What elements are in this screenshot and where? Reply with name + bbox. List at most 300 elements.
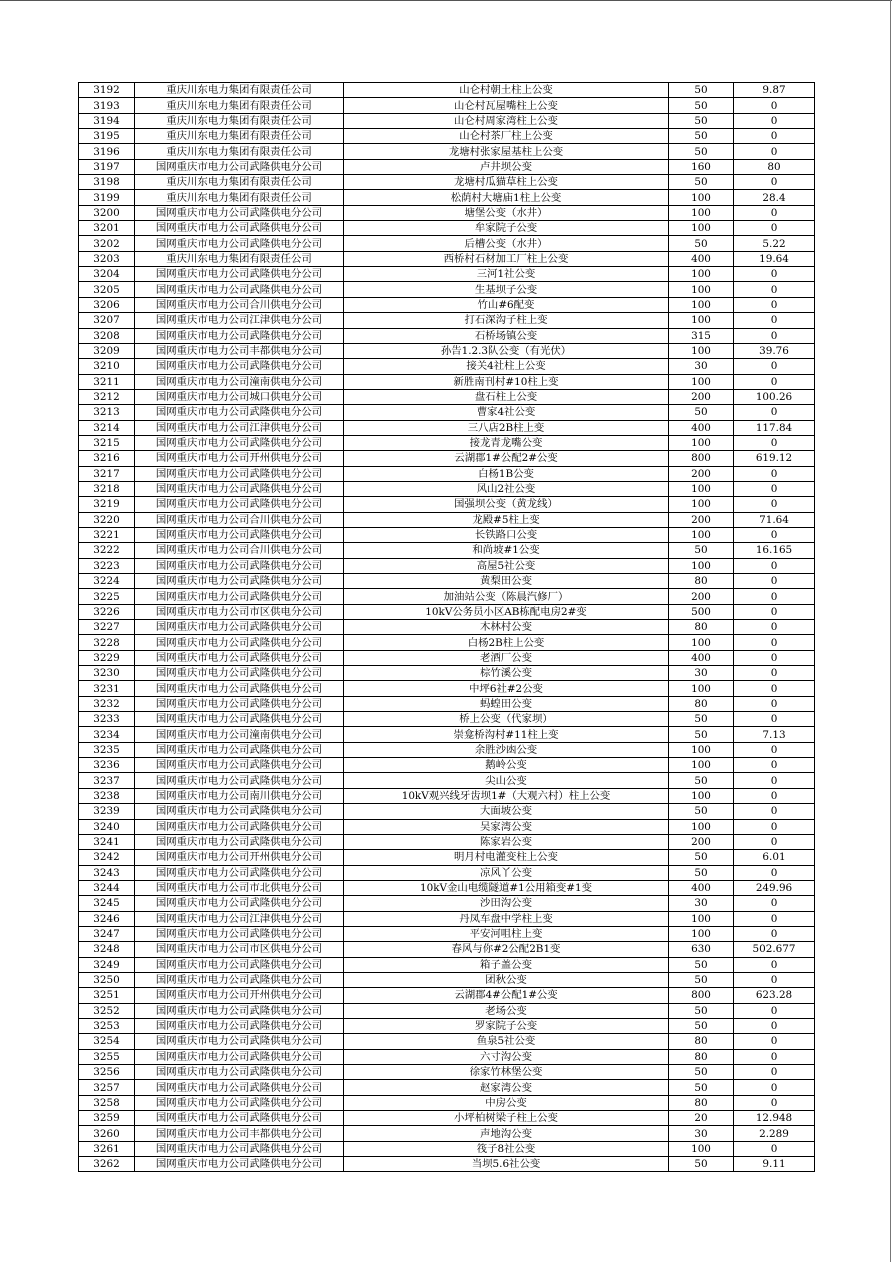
transformer-name-cell: 龙塘村张家屋基柱上公变 [344, 144, 669, 159]
table-row [79, 251, 815, 266]
capacity-cell: 200 [669, 589, 734, 604]
row-number-cell: 3233 [79, 712, 135, 727]
table-row [79, 972, 815, 987]
company-cell: 国网重庆市电力公司武隆供电分公司 [135, 1003, 344, 1018]
open-capacity-cell: 0 [734, 1018, 815, 1033]
table-row [79, 896, 815, 911]
open-capacity-cell: 0 [734, 1095, 815, 1110]
company-cell: 国网重庆市电力公司武隆供电分公司 [135, 1018, 344, 1033]
open-capacity-cell: 0 [734, 497, 815, 512]
transformer-name-cell: 松荫村大塘庙1柱上公变 [344, 190, 669, 205]
company-cell: 国网重庆市电力公司武隆供电分公司 [135, 681, 344, 696]
row-number-cell: 3201 [79, 221, 135, 236]
company-cell: 重庆川东电力集团有限责任公司 [135, 190, 344, 205]
capacity-cell: 100 [669, 313, 734, 328]
row-number-cell: 3216 [79, 451, 135, 466]
open-capacity-cell: 16.165 [734, 543, 815, 558]
table-row [79, 98, 815, 113]
company-cell: 国网重庆市电力公司武隆供电分公司 [135, 742, 344, 757]
transformer-name-cell: 10kV公务员小区AB栋配电房2#变 [344, 604, 669, 619]
company-cell: 重庆川东电力集团有限责任公司 [135, 113, 344, 128]
open-capacity-cell: 6.01 [734, 850, 815, 865]
transformer-name-cell: 牟家院子公变 [344, 221, 669, 236]
row-number-cell: 3254 [79, 1034, 135, 1049]
table-row [79, 497, 815, 512]
table-row [79, 1049, 815, 1064]
open-capacity-cell: 502.677 [734, 942, 815, 957]
transformer-name-cell: 孙告1.2.3队公变（有光伏） [344, 343, 669, 358]
company-cell: 国网重庆市电力公司武隆供电分公司 [135, 267, 344, 282]
row-number-cell: 3246 [79, 911, 135, 926]
company-cell: 国网重庆市电力公司武隆供电分公司 [135, 589, 344, 604]
open-capacity-cell: 19.64 [734, 251, 815, 266]
capacity-cell: 50 [669, 804, 734, 819]
open-capacity-cell: 0 [734, 896, 815, 911]
capacity-cell: 20 [669, 1111, 734, 1126]
company-cell: 国网重庆市电力公司武隆供电分公司 [135, 1157, 344, 1172]
transformer-name-cell: 当坝5.6社公变 [344, 1157, 669, 1172]
capacity-cell: 100 [669, 297, 734, 312]
transformer-name-cell: 老场公变 [344, 1003, 669, 1018]
row-number-cell: 3229 [79, 650, 135, 665]
table-row [79, 83, 815, 98]
open-capacity-cell: 0 [734, 144, 815, 159]
company-cell: 国网重庆市电力公司城口供电分公司 [135, 389, 344, 404]
row-number-cell: 3228 [79, 635, 135, 650]
company-cell: 国网重庆市电力公司武隆供电分公司 [135, 1111, 344, 1126]
capacity-cell: 30 [669, 1126, 734, 1141]
capacity-cell: 50 [669, 1018, 734, 1033]
capacity-cell: 50 [669, 712, 734, 727]
row-number-cell: 3205 [79, 282, 135, 297]
capacity-cell: 100 [669, 758, 734, 773]
open-capacity-cell: 39.76 [734, 343, 815, 358]
table-row [79, 420, 815, 435]
transformer-name-cell: 云湖郡1#公配2#公变 [344, 451, 669, 466]
transformer-name-cell: 小坪柏树梁子柱上公变 [344, 1111, 669, 1126]
row-number-cell: 3245 [79, 896, 135, 911]
row-number-cell: 3208 [79, 328, 135, 343]
table-row [79, 113, 815, 128]
open-capacity-cell: 0 [734, 957, 815, 972]
capacity-cell: 50 [669, 1157, 734, 1172]
company-cell: 国网重庆市电力公司合川供电分公司 [135, 543, 344, 558]
company-cell: 重庆川东电力集团有限责任公司 [135, 144, 344, 159]
open-capacity-cell: 0 [734, 972, 815, 987]
transformer-name-cell: 罗家院子公变 [344, 1018, 669, 1033]
capacity-cell: 200 [669, 512, 734, 527]
row-number-cell: 3231 [79, 681, 135, 696]
row-number-cell: 3212 [79, 389, 135, 404]
open-capacity-cell: 0 [734, 911, 815, 926]
transformer-name-cell: 石桥场镇公变 [344, 328, 669, 343]
table-row [79, 880, 815, 895]
row-number-cell: 3260 [79, 1126, 135, 1141]
row-number-cell: 3220 [79, 512, 135, 527]
table-row [79, 543, 815, 558]
capacity-cell: 400 [669, 650, 734, 665]
open-capacity-cell: 0 [734, 129, 815, 144]
transformer-name-cell: 棕竹溪公变 [344, 666, 669, 681]
open-capacity-cell: 5.22 [734, 236, 815, 251]
open-capacity-cell: 0 [734, 359, 815, 374]
row-number-cell: 3194 [79, 113, 135, 128]
table-row [79, 865, 815, 880]
capacity-cell: 100 [669, 911, 734, 926]
capacity-cell: 160 [669, 159, 734, 174]
company-cell: 国网重庆市电力公司武隆供电分公司 [135, 696, 344, 711]
transformer-name-cell: 和尚坡#1公变 [344, 543, 669, 558]
company-cell: 国网重庆市电力公司武隆供电分公司 [135, 558, 344, 573]
company-cell: 重庆川东电力集团有限责任公司 [135, 129, 344, 144]
open-capacity-cell: 0 [734, 758, 815, 773]
row-number-cell: 3256 [79, 1065, 135, 1080]
transformer-name-cell: 接关4社柱上公变 [344, 359, 669, 374]
transformer-name-cell: 山仑村朝土柱上公变 [344, 83, 669, 98]
row-number-cell: 3204 [79, 267, 135, 282]
open-capacity-cell: 0 [734, 620, 815, 635]
open-capacity-cell: 0 [734, 681, 815, 696]
transformer-name-cell: 平安河咀柱上变 [344, 926, 669, 941]
transformer-name-cell: 木林村公变 [344, 620, 669, 635]
table-row [79, 635, 815, 650]
row-number-cell: 3244 [79, 880, 135, 895]
capacity-cell: 100 [669, 527, 734, 542]
row-number-cell: 3232 [79, 696, 135, 711]
table-row [79, 666, 815, 681]
capacity-cell: 100 [669, 742, 734, 757]
row-number-cell: 3209 [79, 343, 135, 358]
company-cell: 国网重庆市电力公司合川供电分公司 [135, 297, 344, 312]
company-cell: 国网重庆市电力公司武隆供电分公司 [135, 236, 344, 251]
row-number-cell: 3221 [79, 527, 135, 542]
company-cell: 国网重庆市电力公司武隆供电分公司 [135, 466, 344, 481]
transformer-name-cell: 丹凤车盘中学柱上变 [344, 911, 669, 926]
transformer-name-cell: 中房公变 [344, 1095, 669, 1110]
table-row [79, 681, 815, 696]
company-cell: 国网重庆市电力公司武隆供电分公司 [135, 574, 344, 589]
capacity-cell: 200 [669, 466, 734, 481]
open-capacity-cell: 0 [734, 666, 815, 681]
open-capacity-cell: 0 [734, 221, 815, 236]
open-capacity-cell: 0 [734, 175, 815, 190]
page-right-border [890, 0, 891, 1262]
table-row [79, 788, 815, 803]
table-row [79, 405, 815, 420]
table-row [79, 221, 815, 236]
open-capacity-cell: 0 [734, 742, 815, 757]
transformer-name-cell: 吴家湾公变 [344, 819, 669, 834]
company-cell: 国网重庆市电力公司武隆供电分公司 [135, 712, 344, 727]
company-cell: 国网重庆市电力公司潼南供电分公司 [135, 727, 344, 742]
table-row [79, 389, 815, 404]
table-row [79, 1034, 815, 1049]
row-number-cell: 3214 [79, 420, 135, 435]
transformer-name-cell: 长铁路口公变 [344, 527, 669, 542]
company-cell: 国网重庆市电力公司武隆供电分公司 [135, 758, 344, 773]
row-number-cell: 3203 [79, 251, 135, 266]
transformer-name-cell: 10kV金山电缆隧道#1公用箱变#1变 [344, 880, 669, 895]
table-row [79, 267, 815, 282]
capacity-cell: 100 [669, 481, 734, 496]
transformer-name-cell: 大面坡公变 [344, 804, 669, 819]
capacity-cell: 200 [669, 834, 734, 849]
row-number-cell: 3242 [79, 850, 135, 865]
row-number-cell: 3225 [79, 589, 135, 604]
company-cell: 重庆川东电力集团有限责任公司 [135, 98, 344, 113]
table-row [79, 175, 815, 190]
transformer-name-cell: 中坪6社#2公变 [344, 681, 669, 696]
open-capacity-cell: 0 [734, 773, 815, 788]
company-cell: 国网重庆市电力公司市北供电分公司 [135, 880, 344, 895]
transformer-name-cell: 生基坝子公变 [344, 282, 669, 297]
transformer-name-cell: 白杨1B公变 [344, 466, 669, 481]
open-capacity-cell: 0 [734, 481, 815, 496]
table-row [79, 742, 815, 757]
transformer-name-cell: 新胜南刊村#10柱上变 [344, 374, 669, 389]
company-cell: 国网重庆市电力公司武隆供电分公司 [135, 957, 344, 972]
row-number-cell: 3202 [79, 236, 135, 251]
table-row [79, 282, 815, 297]
capacity-cell: 50 [669, 543, 734, 558]
row-number-cell: 3210 [79, 359, 135, 374]
open-capacity-cell: 0 [734, 650, 815, 665]
transformer-name-cell: 桥上公变（代家坝） [344, 712, 669, 727]
capacity-cell: 100 [669, 788, 734, 803]
table-row [79, 190, 815, 205]
row-number-cell: 3223 [79, 558, 135, 573]
transformer-capacity-table [78, 82, 815, 1172]
table-row [79, 574, 815, 589]
table-row [79, 1157, 815, 1172]
capacity-cell: 100 [669, 343, 734, 358]
capacity-cell: 50 [669, 1003, 734, 1018]
open-capacity-cell: 0 [734, 1080, 815, 1095]
company-cell: 国网重庆市电力公司开州供电分公司 [135, 988, 344, 1003]
open-capacity-cell: 0 [734, 558, 815, 573]
table-row [79, 297, 815, 312]
capacity-cell: 800 [669, 988, 734, 1003]
open-capacity-cell: 0 [734, 267, 815, 282]
capacity-cell: 80 [669, 620, 734, 635]
transformer-name-cell: 塘堡公变（水井） [344, 205, 669, 220]
open-capacity-cell: 0 [734, 804, 815, 819]
capacity-cell: 100 [669, 282, 734, 297]
transformer-name-cell: 团秋公变 [344, 972, 669, 987]
transformer-name-cell: 后槽公变（水井） [344, 236, 669, 251]
transformer-name-cell: 鹅岭公变 [344, 758, 669, 773]
company-cell: 国网重庆市电力公司武隆供电分公司 [135, 865, 344, 880]
capacity-cell: 50 [669, 727, 734, 742]
company-cell: 国网重庆市电力公司武隆供电分公司 [135, 1034, 344, 1049]
open-capacity-cell: 0 [734, 466, 815, 481]
transformer-name-cell: 竹山#6配变 [344, 297, 669, 312]
row-number-cell: 3215 [79, 435, 135, 450]
company-cell: 国网重庆市电力公司武隆供电分公司 [135, 527, 344, 542]
table-row [79, 650, 815, 665]
table-row [79, 1018, 815, 1033]
open-capacity-cell: 0 [734, 926, 815, 941]
capacity-cell: 50 [669, 972, 734, 987]
open-capacity-cell: 80 [734, 159, 815, 174]
row-number-cell: 3255 [79, 1049, 135, 1064]
row-number-cell: 3247 [79, 926, 135, 941]
transformer-name-cell: 加油站公变（陈晨汽修厂） [344, 589, 669, 604]
company-cell: 国网重庆市电力公司武隆供电分公司 [135, 650, 344, 665]
row-number-cell: 3259 [79, 1111, 135, 1126]
capacity-cell: 400 [669, 420, 734, 435]
capacity-cell: 50 [669, 850, 734, 865]
table-row [79, 466, 815, 481]
table-row [79, 1141, 815, 1156]
company-cell: 国网重庆市电力公司潼南供电分公司 [135, 374, 344, 389]
table-row [79, 481, 815, 496]
table-row [79, 359, 815, 374]
transformer-name-cell: 10kV观兴线牙齿坝1#（大观六村）柱上公变 [344, 788, 669, 803]
row-number-cell: 3226 [79, 604, 135, 619]
transformer-name-cell: 筏子8社公变 [344, 1141, 669, 1156]
capacity-cell: 100 [669, 374, 734, 389]
company-cell: 国网重庆市电力公司武隆供电分公司 [135, 666, 344, 681]
open-capacity-cell: 0 [734, 1034, 815, 1049]
capacity-cell: 50 [669, 1065, 734, 1080]
transformer-name-cell: 鱼泉5社公变 [344, 1034, 669, 1049]
transformer-name-cell: 尖山公变 [344, 773, 669, 788]
capacity-cell: 100 [669, 819, 734, 834]
capacity-cell: 800 [669, 451, 734, 466]
company-cell: 重庆川东电力集团有限责任公司 [135, 83, 344, 98]
capacity-cell: 100 [669, 205, 734, 220]
capacity-cell: 50 [669, 236, 734, 251]
row-number-cell: 3258 [79, 1095, 135, 1110]
transformer-name-cell: 风山2社公变 [344, 481, 669, 496]
company-cell: 国网重庆市电力公司武隆供电分公司 [135, 1080, 344, 1095]
row-number-cell: 3251 [79, 988, 135, 1003]
capacity-cell: 100 [669, 267, 734, 282]
company-cell: 国网重庆市电力公司武隆供电分公司 [135, 1065, 344, 1080]
row-number-cell: 3217 [79, 466, 135, 481]
capacity-cell: 100 [669, 190, 734, 205]
table-row [79, 129, 815, 144]
capacity-cell: 50 [669, 1080, 734, 1095]
row-number-cell: 3240 [79, 819, 135, 834]
capacity-cell: 50 [669, 83, 734, 98]
table-row [79, 512, 815, 527]
open-capacity-cell: 0 [734, 297, 815, 312]
capacity-cell: 400 [669, 251, 734, 266]
capacity-cell: 30 [669, 666, 734, 681]
table-row [79, 957, 815, 972]
capacity-cell: 30 [669, 359, 734, 374]
table-row [79, 696, 815, 711]
company-cell: 国网重庆市电力公司江津供电分公司 [135, 911, 344, 926]
open-capacity-cell: 0 [734, 205, 815, 220]
open-capacity-cell: 0 [734, 696, 815, 711]
table-row [79, 773, 815, 788]
company-cell: 重庆川东电力集团有限责任公司 [135, 251, 344, 266]
row-number-cell: 3211 [79, 374, 135, 389]
company-cell: 国网重庆市电力公司武隆供电分公司 [135, 773, 344, 788]
table-row [79, 988, 815, 1003]
company-cell: 国网重庆市电力公司武隆供电分公司 [135, 359, 344, 374]
open-capacity-cell: 0 [734, 435, 815, 450]
transformer-name-cell: 余胜沙凼公变 [344, 742, 669, 757]
transformer-name-cell: 白杨2B柱上公变 [344, 635, 669, 650]
transformer-name-cell: 山仑村瓦屋嘴柱上公变 [344, 98, 669, 113]
capacity-cell: 80 [669, 1095, 734, 1110]
row-number-cell: 3224 [79, 574, 135, 589]
row-number-cell: 3199 [79, 190, 135, 205]
transformer-name-cell: 接龙青龙嘴公变 [344, 435, 669, 450]
company-cell: 国网重庆市电力公司武隆供电分公司 [135, 635, 344, 650]
row-number-cell: 3236 [79, 758, 135, 773]
table-row [79, 1003, 815, 1018]
transformer-name-cell: 龙塘村瓜猫草柱上公变 [344, 175, 669, 190]
capacity-cell: 50 [669, 144, 734, 159]
table-row [79, 758, 815, 773]
table-row [79, 236, 815, 251]
open-capacity-cell: 249.96 [734, 880, 815, 895]
capacity-cell: 80 [669, 574, 734, 589]
open-capacity-cell: 117.84 [734, 420, 815, 435]
table-row [79, 942, 815, 957]
table-row [79, 1065, 815, 1080]
capacity-cell: 400 [669, 880, 734, 895]
capacity-cell: 50 [669, 405, 734, 420]
open-capacity-cell: 0 [734, 819, 815, 834]
company-cell: 国网重庆市电力公司江津供电分公司 [135, 313, 344, 328]
transformer-name-cell: 六寸沟公变 [344, 1049, 669, 1064]
table-row [79, 374, 815, 389]
row-number-cell: 3250 [79, 972, 135, 987]
open-capacity-cell: 0 [734, 527, 815, 542]
open-capacity-cell: 0 [734, 313, 815, 328]
capacity-cell: 100 [669, 221, 734, 236]
open-capacity-cell: 0 [734, 113, 815, 128]
company-cell: 国网重庆市电力公司武隆供电分公司 [135, 896, 344, 911]
row-number-cell: 3207 [79, 313, 135, 328]
company-cell: 国网重庆市电力公司开州供电分公司 [135, 850, 344, 865]
table-row [79, 804, 815, 819]
company-cell: 国网重庆市电力公司武隆供电分公司 [135, 819, 344, 834]
row-number-cell: 3241 [79, 834, 135, 849]
row-number-cell: 3262 [79, 1157, 135, 1172]
capacity-cell: 100 [669, 1141, 734, 1156]
company-cell: 国网重庆市电力公司武隆供电分公司 [135, 620, 344, 635]
open-capacity-cell: 0 [734, 712, 815, 727]
company-cell: 国网重庆市电力公司武隆供电分公司 [135, 804, 344, 819]
capacity-cell: 50 [669, 175, 734, 190]
table-row [79, 834, 815, 849]
table-row [79, 435, 815, 450]
company-cell: 国网重庆市电力公司武隆供电分公司 [135, 1095, 344, 1110]
transformer-name-cell: 凉风丫公变 [344, 865, 669, 880]
transformer-name-cell: 三河1社公变 [344, 267, 669, 282]
open-capacity-cell: 0 [734, 865, 815, 880]
row-number-cell: 3243 [79, 865, 135, 880]
capacity-cell: 315 [669, 328, 734, 343]
open-capacity-cell: 0 [734, 1065, 815, 1080]
open-capacity-cell: 0 [734, 1003, 815, 1018]
open-capacity-cell: 9.87 [734, 83, 815, 98]
transformer-name-cell: 西桥村石材加工厂柱上公变 [344, 251, 669, 266]
capacity-cell: 80 [669, 1049, 734, 1064]
transformer-name-cell: 黄梨田公变 [344, 574, 669, 589]
company-cell: 国网重庆市电力公司丰都供电分公司 [135, 343, 344, 358]
open-capacity-cell: 7.13 [734, 727, 815, 742]
capacity-cell: 630 [669, 942, 734, 957]
open-capacity-cell: 623.28 [734, 988, 815, 1003]
